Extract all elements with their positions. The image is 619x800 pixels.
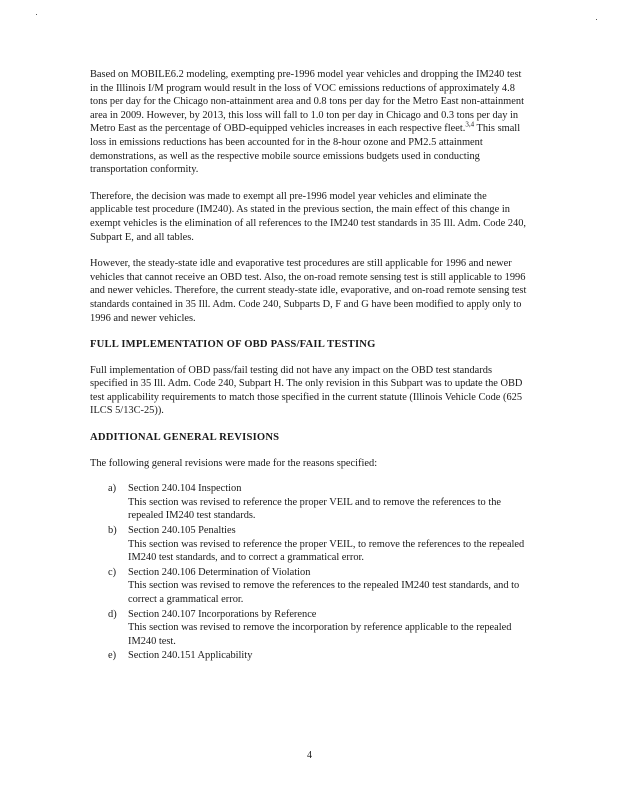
revision-title: Section 240.104 Inspection bbox=[128, 483, 242, 495]
scan-speck bbox=[596, 19, 597, 20]
paragraph-text: Based on MOBILE6.2 modeling, exempting pre-1996 model year vehicles and dropping the IM240 test in the Illinois I/M program would result in the loss of VOC emissions reductions of approximately 4.8 tons per day for the Chicago non-attainment area and 0.8 tons per day for the Metro East non-attainment area in 2009. However, by 2013, this loss will fall to 1.0 ton per day in Chicago and 0.3 tons per day in Metro East as the percentage of OBD-equipped vehicles increases in each respective fleet. bbox=[90, 69, 524, 135]
heading-obd-implementation: FULL IMPLEMENTATION OF OBD PASS/FAIL TESTING bbox=[90, 339, 376, 351]
page-number: 4 bbox=[307, 750, 312, 761]
list-marker: c) bbox=[108, 566, 117, 578]
paragraph-text: This small loss in emissions reductions has been accounted for in the 8-hour ozone and PM2.5 attainment demonstrations, as well as the respective mobile source emissions budgets used in conducting transportation conformity. bbox=[90, 123, 521, 176]
scan-speck bbox=[36, 14, 37, 15]
list-marker: d) bbox=[108, 608, 117, 620]
revision-description: This section was revised to remove the incorporation by reference applicable to the repealed IM240 test. bbox=[128, 622, 512, 647]
list-item bbox=[90, 649, 530, 663]
revision-list bbox=[90, 482, 530, 663]
revision-title: Section 240.107 Incorporations by Reference bbox=[128, 608, 317, 620]
paragraph-exemption-decision: Therefore, the decision was made to exempt all pre-1996 model year vehicles and eliminate the applicable test procedure (IM240). As stated in the previous section, the main effect of this change in exempt vehicles is the elimination of all references to the IM240 test standards in 35 Ill. Adm. Code 240, Subpart E, and all tables. bbox=[90, 190, 527, 243]
list-marker: b) bbox=[108, 525, 117, 537]
revision-title: Section 240.106 Determination of Violation bbox=[128, 566, 311, 578]
list-item bbox=[90, 524, 530, 565]
list-marker: e) bbox=[108, 650, 117, 662]
footnote-reference: 3,4 bbox=[465, 120, 475, 129]
revision-description: This section was revised to reference the proper VEIL and to remove the references to the repealed IM240 test standards. bbox=[128, 496, 502, 522]
document-body bbox=[90, 68, 530, 664]
list-item bbox=[90, 566, 530, 607]
paragraph-steady-state: However, the steady-state idle and evaporative test procedures are still applicable for 1996 and newer vehicles that cannot receive an OBD test. Also, the on-road remote sensing test is still applicable to 1996 and newer vehicles. Therefore, the current steady-state idle, evaporative, and on-road remote sensing test standards contained in 35 Ill. Adm. Code 240, Subparts D, F and G have been modified to apply only to 1996 and newer vehicles. bbox=[90, 258, 527, 324]
revision-title: Section 240.151 Applicability bbox=[128, 650, 253, 662]
revision-title: Section 240.105 Penalties bbox=[128, 525, 236, 537]
revision-description: This section was revised to reference the proper VEIL, to remove the references to the repealed IM240 test standards, and to correct a grammatical error. bbox=[128, 538, 525, 564]
revision-description: This section was revised to remove the references to the repealed IM240 test standards, and to correct a grammatical error. bbox=[128, 580, 520, 605]
paragraph-general-intro: The following general revisions were made for the reasons specified: bbox=[90, 457, 378, 469]
list-item bbox=[90, 482, 530, 523]
paragraph-mobile-modeling bbox=[90, 68, 530, 177]
heading-general-revisions: ADDITIONAL GENERAL REVISIONS bbox=[90, 432, 280, 444]
list-item bbox=[90, 608, 530, 649]
paragraph-obd-body: Full implementation of OBD pass/fail testing did not have any impact on the OBD test standards specified in 35 Ill. Adm. Code 240, Subpart H. The only revision in this Subpart was to update the OBD test applicability requirements to match those specified in the current statute (Illinois Vehicle Code (625 ILCS 5/13C-25)). bbox=[90, 364, 523, 417]
list-marker: a) bbox=[108, 483, 117, 495]
